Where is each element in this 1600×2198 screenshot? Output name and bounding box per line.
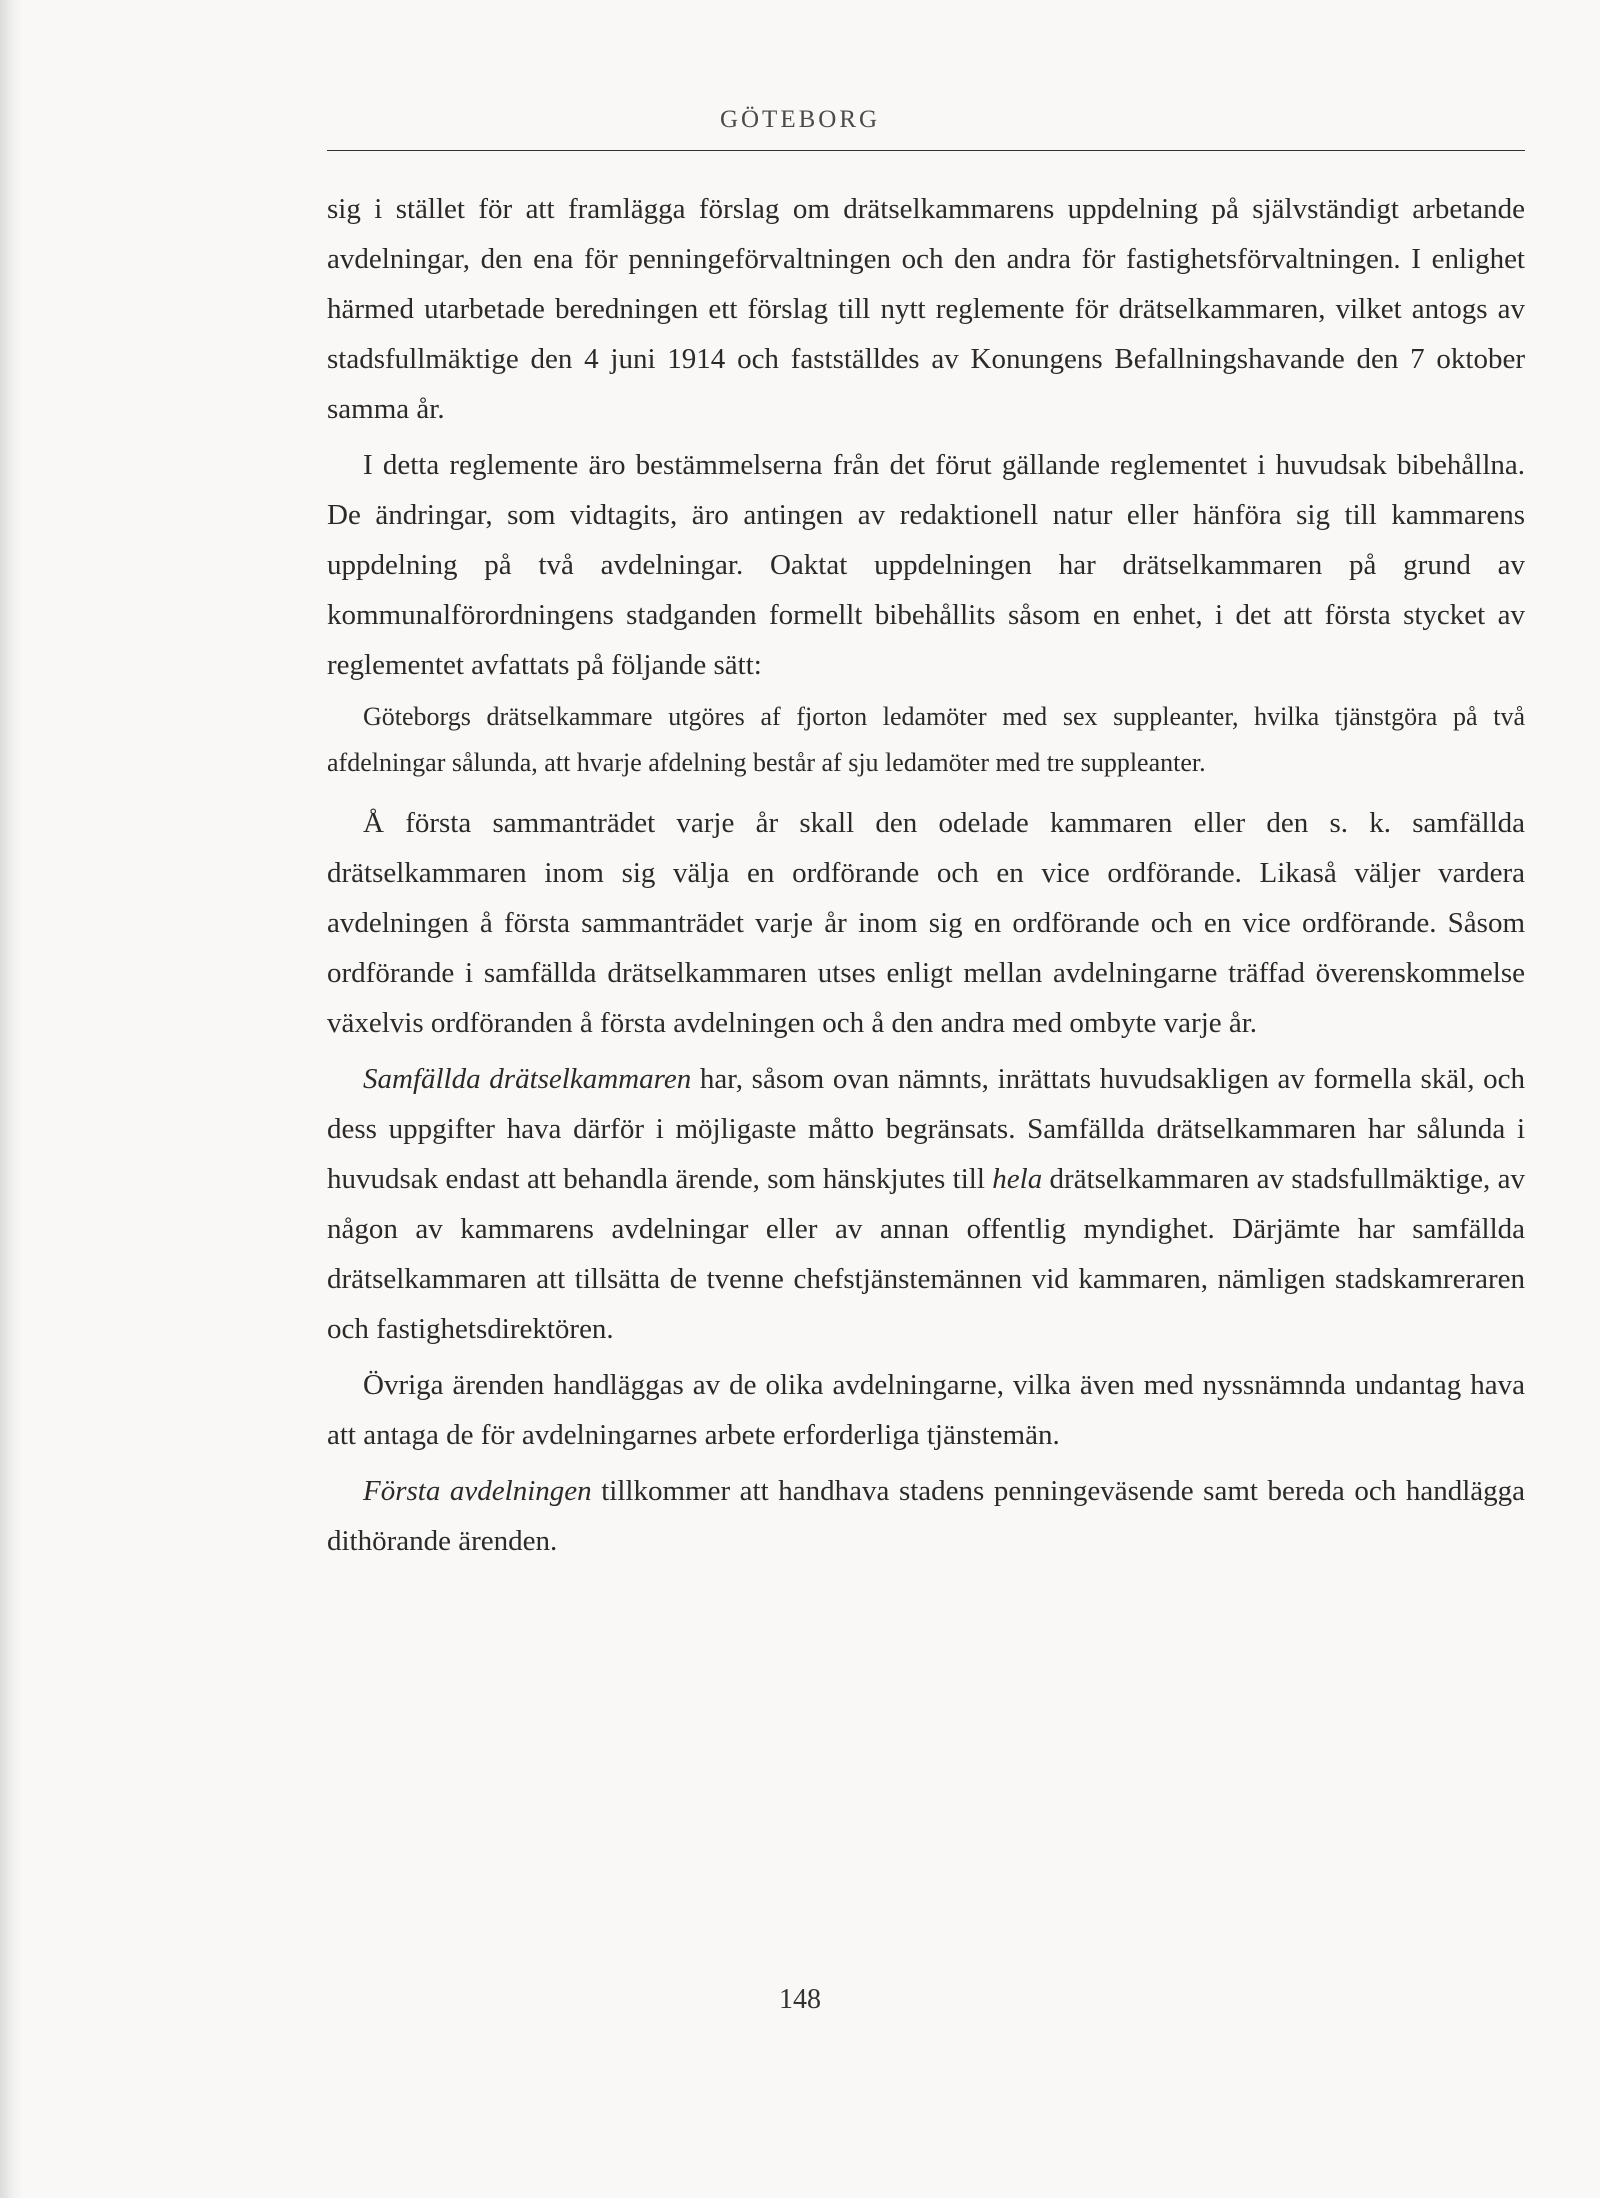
page-edge-shadow <box>0 0 22 2198</box>
page-number: 148 <box>779 1984 821 2015</box>
paragraph-5: Övriga ärenden handläggas av de olika avdelningarne, vilka även med nyssnämnda undantag hava att antaga de för avdelningarnes arbete erforderliga tjänstemän. <box>327 1369 1525 1451</box>
paragraph-4 <box>327 1054 1525 1354</box>
body-text <box>327 184 1525 1566</box>
header-rule <box>327 150 1525 151</box>
paragraph-4-text-a: har, såsom ovan nämnts, inrättats huvudsakligen av formella skäl, och dess uppgifter hava därför i möjligaste måtto begränsats. Samfällda drätselkammaren har sålunda i huvudsak endast att behandla ärende, som hänskjutes till <box>327 1063 1525 1195</box>
paragraph-1: sig i stället för att framlägga förslag om drätselkammarens uppdelning på självständigt arbetande avdelningar, den ena för penningeförvaltningen och den andra för fastighetsförvaltningen. I enlighet härmed utarbetade beredningen ett förslag till nytt reglemente för drätselkammaren, vilket antogs av stadsfullmäktige den 4 juni 1914 och fastställdes av Konungens Befallningshavande den 7 oktober samma år. <box>327 193 1525 425</box>
paragraph-3: Å första sammanträdet varje år skall den odelade kammaren eller den s. k. samfällda drätselkammaren inom sig välja en ordförande och en vice ordförande. Likaså väljer vardera avdelningen å första sammanträdet varje år inom sig en ordförande och en vice ordförande. Såsom ordförande i samfällda drätselkammaren utses enligt mellan avdelningarne träffad överenskommelse växelvis ordföranden å första avdelningen och å den andra med ombyte varje år. <box>327 807 1525 1039</box>
running-head: GÖTEBORG <box>719 106 881 133</box>
quoted-regulation: Göteborgs drätselkammare utgöres af fjorton ledamöter med sex suppleanter, hvilka tjänstgöra på två afdelningar sålunda, att hvarje afdelning består af sju ledamöter med tre suppleanter. <box>327 702 1525 777</box>
paragraph-6-text: tillkommer att handhava stadens penningeväsende samt bereda och handlägga dithörande ärenden. <box>327 1475 1525 1557</box>
paragraph-4-text-b: drätselkammaren av stadsfullmäktige, av någon av kammarens avdelningar eller av annan offentlig myndighet. Därjämte har samfällda drätselkammaren att tillsätta de tvenne chefstjänstemännen vid kammaren, nämligen stadskamreraren och fastighetsdirektören. <box>327 1163 1525 1345</box>
paragraph-6-italic-lead: Första avdelningen <box>363 1475 592 1507</box>
paragraph-4-italic-lead: Samfällda drätselkammaren <box>363 1063 692 1095</box>
paragraph-4-italic-hela: hela <box>992 1163 1043 1195</box>
paragraph-6 <box>327 1466 1525 1566</box>
paragraph-2: I detta reglemente äro bestämmelserna från det förut gällande reglementet i huvudsak bibehållna. De ändringar, som vidtagits, äro antingen av redaktionell natur eller hänföra sig till kammarens uppdelning på två avdelningar. Oaktat uppdelningen har drätselkammaren på grund av kommunalförordningens stadganden formellt bibehållits såsom en enhet, i det att första stycket av reglementet avfattats på följande sätt: <box>327 449 1525 681</box>
